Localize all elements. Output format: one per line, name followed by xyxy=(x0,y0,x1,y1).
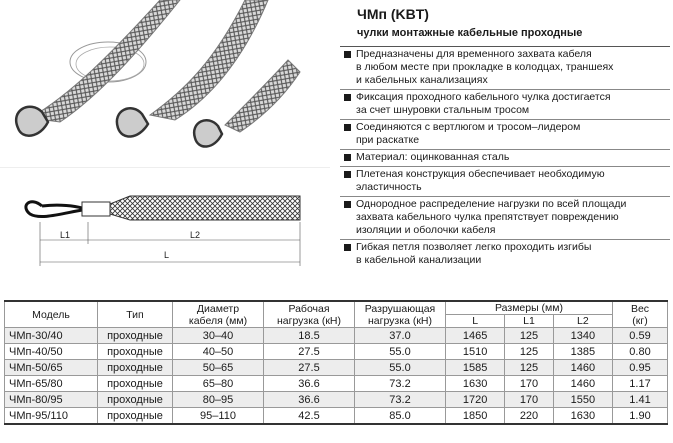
header-weight: Вес (кг) xyxy=(613,301,668,328)
header-break: Разрушающая нагрузка (кН) xyxy=(355,301,446,328)
spec-table xyxy=(4,300,668,425)
dimension-drawing xyxy=(20,186,320,270)
dim-l-label: L xyxy=(164,250,170,260)
dim-l2-label: L2 xyxy=(190,230,201,240)
table-row: ЧМп-30/40 проходные 30–40 18.5 37.0 1465 125 1340 0.59 xyxy=(5,328,668,344)
bullet-square-icon xyxy=(344,124,351,131)
header-type: Тип xyxy=(98,301,173,328)
header-model: Модель xyxy=(5,301,98,328)
header-l: L xyxy=(446,315,505,328)
product-subtitle: чулки монтажные кабельные проходные xyxy=(357,27,583,39)
bullet-square-icon xyxy=(344,244,351,251)
table-row: ЧМп-80/95 проходные 80–95 36.6 73.2 1720 170 1550 1.41 xyxy=(5,392,668,408)
feature-item: Гибкая петля позволяет легко проходить изгибы в кабельной канализации xyxy=(340,239,670,269)
bullet-square-icon xyxy=(344,94,351,101)
feature-item: Предназначены для временного захвата кабеля в любом месте при прокладке в колодцах, траншеях и кабельных канализациях xyxy=(340,46,670,89)
feature-item: Соединяются с вертлюгом и тросом–лидером при раскатке xyxy=(340,119,670,149)
feature-list xyxy=(340,46,670,269)
bullet-square-icon xyxy=(344,171,351,178)
table-row: ЧМп-50/65 проходные 50–65 27.5 55.0 1585 125 1460 0.95 xyxy=(5,360,668,376)
table-row: ЧМп-95/110 проходные 95–110 42.5 85.0 1850 220 1630 1.90 xyxy=(5,408,668,425)
header-sizes: Размеры (мм) xyxy=(446,301,613,315)
feature-item: Материал: оцинкованная сталь xyxy=(340,149,670,166)
header-l1: L1 xyxy=(505,315,553,328)
bullet-square-icon xyxy=(344,51,351,58)
dim-l1-label: L1 xyxy=(60,230,71,240)
product-photo xyxy=(0,0,330,168)
bullet-square-icon xyxy=(344,201,351,208)
product-title: ЧМп (KBT) xyxy=(357,6,429,22)
feature-item: Фиксация проходного кабельного чулка достигается за счет шнуровки стальным тросом xyxy=(340,89,670,119)
feature-item: Плетеная конструкция обеспечивает необходимую эластичность xyxy=(340,166,670,196)
table-row: ЧМп-65/80 проходные 65–80 36.6 73.2 1630 170 1460 1.17 xyxy=(5,376,668,392)
bullet-square-icon xyxy=(344,154,351,161)
table-row: ЧМп-40/50 проходные 40–50 27.5 55.0 1510 125 1385 0.80 xyxy=(5,344,668,360)
header-l2: L2 xyxy=(553,315,612,328)
feature-item: Однородное распределение нагрузки по всей площади захвата кабельного чулка препятствует повреждению изоляции и оболочки кабеля xyxy=(340,196,670,239)
header-diameter: Диаметр кабеля (мм) xyxy=(173,301,264,328)
header-load: Рабочая нагрузка (кН) xyxy=(264,301,355,328)
